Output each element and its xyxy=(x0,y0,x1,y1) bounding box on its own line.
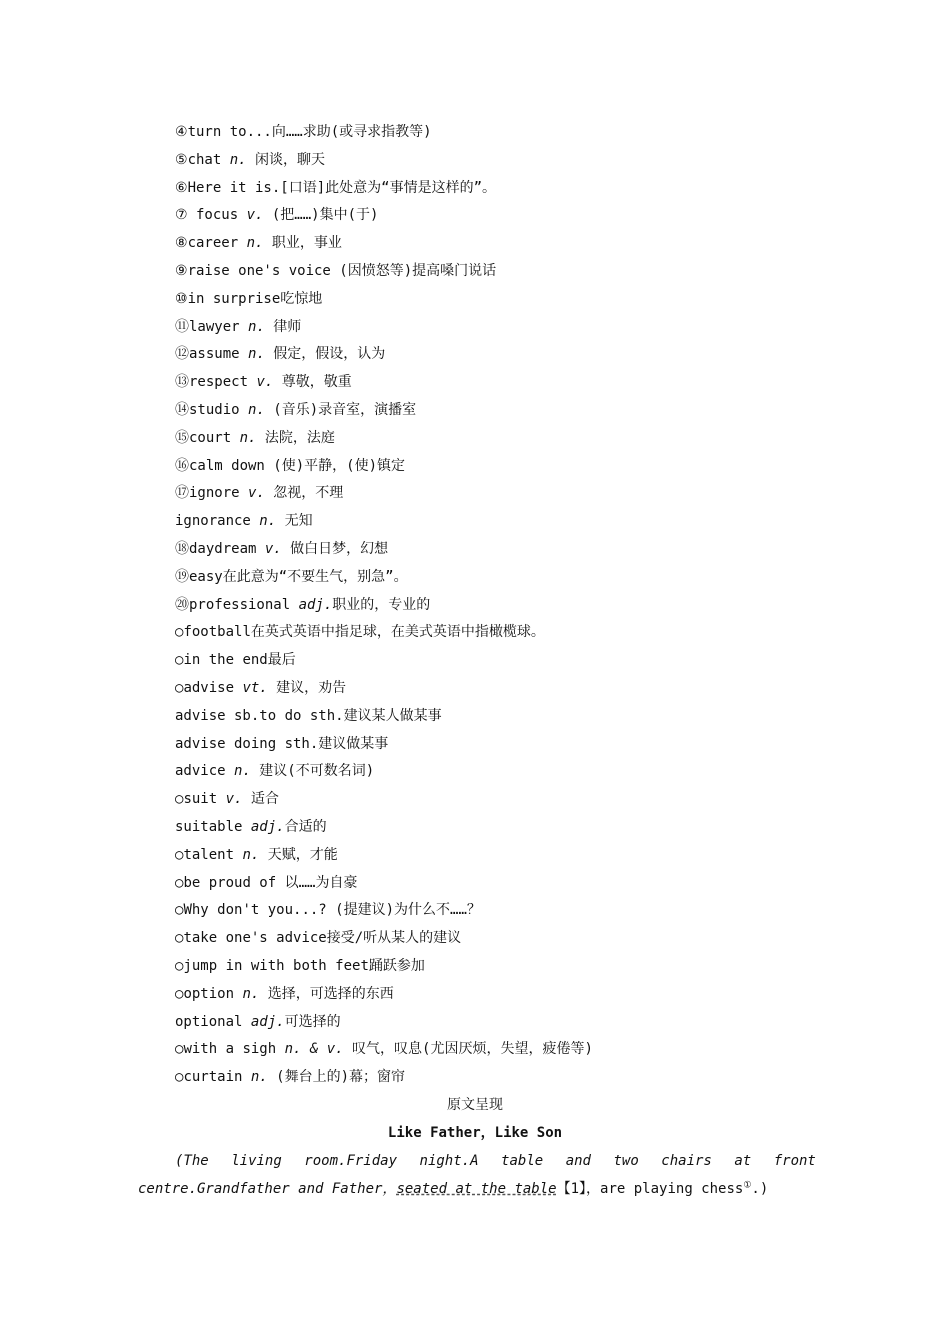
vocab-entry xyxy=(175,230,825,258)
vocab-term: be proud of xyxy=(183,874,285,891)
vocab-marker: ○ xyxy=(175,957,184,974)
part-of-speech: n. xyxy=(259,513,277,530)
vocab-marker: ○ xyxy=(175,624,184,641)
part-of-speech: v. xyxy=(225,791,243,808)
vocab-marker: ⑩ xyxy=(175,290,188,307)
vocab-term: raise one's voice xyxy=(187,262,340,279)
vocab-entry xyxy=(175,842,825,870)
vocab-marker: ④ xyxy=(175,124,188,140)
vocab-marker: ⑧ xyxy=(175,235,188,252)
vocab-meaning: 向……求助(或寻求指教等) xyxy=(271,124,432,140)
vocab-meaning: 假定，假设，认为 xyxy=(264,346,386,363)
vocab-term: suitable xyxy=(175,818,251,835)
vocab-marker: ⑭ xyxy=(175,401,189,418)
part-of-speech: n. & v. xyxy=(284,1041,344,1058)
vocab-meaning: [口语]此处意为“事情是这样的”。 xyxy=(280,179,496,196)
vocab-meaning: (把……)集中(于) xyxy=(263,207,379,224)
vocab-term: jump in with both feet xyxy=(183,957,369,974)
vocab-term: studio xyxy=(189,401,249,418)
vocab-term: advice xyxy=(175,763,235,780)
vocab-marker: ⑯ xyxy=(175,457,189,474)
vocab-marker: ⑰ xyxy=(175,485,189,502)
vocab-marker: ○ xyxy=(175,985,184,1002)
vocab-meaning: 做白日梦，幻想 xyxy=(281,540,389,557)
vocab-marker: ⑮ xyxy=(175,429,189,446)
vocab-meaning: 职业的，专业的 xyxy=(332,596,431,613)
part-of-speech: adj. xyxy=(250,1013,285,1030)
vocab-term: advise doing sth. xyxy=(175,735,319,752)
vocab-meaning: 最后 xyxy=(267,652,296,669)
part-of-speech: n. xyxy=(242,846,260,863)
part-of-speech: n. xyxy=(246,235,264,252)
underlined-phrase: seated at the table xyxy=(396,1181,557,1197)
vocab-marker: ⑬ xyxy=(175,374,189,391)
vocab-entry xyxy=(175,564,825,592)
vocab-term: advise xyxy=(183,679,243,696)
part-of-speech: vt. xyxy=(242,679,268,696)
part-of-speech: v. xyxy=(256,374,274,391)
vocab-entry xyxy=(175,453,825,481)
vocab-meaning: 吃惊地 xyxy=(280,290,323,307)
vocab-meaning: 可选择的 xyxy=(284,1013,341,1030)
vocab-term: take one's advice xyxy=(183,930,327,947)
vocab-entry xyxy=(175,369,825,397)
vocab-marker: ○ xyxy=(175,791,184,808)
vocab-meaning: 法院，法庭 xyxy=(256,429,335,446)
vocab-term: talent xyxy=(183,846,243,863)
vocab-meaning: 接受/听从某人的建议 xyxy=(326,930,462,947)
stage-direction-text-normal: ，are playing chess xyxy=(586,1181,744,1197)
vocab-entry xyxy=(175,314,825,342)
text-title: Like Father，Like Son xyxy=(387,1125,563,1141)
vocab-marker: ⑫ xyxy=(175,346,189,363)
vocab-term: suit xyxy=(183,791,226,808)
vocab-term: professional xyxy=(189,596,299,613)
vocab-entry xyxy=(175,286,825,314)
stage-direction-word: (The xyxy=(175,1153,209,1169)
vocab-marker: ○ xyxy=(175,1069,184,1086)
vocab-entry xyxy=(175,953,825,981)
stage-direction-word: living xyxy=(231,1153,282,1169)
vocab-meaning: 适合 xyxy=(242,791,279,808)
vocab-term: Why don't you...? xyxy=(183,902,336,919)
vocab-entry xyxy=(175,592,825,620)
vocab-entry xyxy=(175,731,825,759)
vocab-term: advise sb.to do sth. xyxy=(175,707,344,724)
vocab-entry xyxy=(175,202,825,230)
stage-direction-word: and xyxy=(565,1153,591,1169)
vocab-meaning: 闲谈，聊天 xyxy=(246,151,326,168)
vocab-entry xyxy=(175,1036,825,1064)
vocab-marker: ⑪ xyxy=(175,318,189,335)
stage-direction-word: chairs xyxy=(661,1153,712,1169)
part-of-speech: n. xyxy=(248,318,265,335)
vocab-marker: ○ xyxy=(175,846,184,863)
stage-direction-word: table xyxy=(501,1153,544,1169)
vocab-meaning: 忽视，不理 xyxy=(264,485,344,502)
vocab-marker: ○ xyxy=(175,902,184,919)
vocab-term: assume xyxy=(189,346,249,363)
part-of-speech: n. xyxy=(234,763,251,780)
vocab-meaning: 选择，可选择的东西 xyxy=(259,985,394,1002)
vocab-marker: ⑳ xyxy=(175,596,189,613)
vocab-entry xyxy=(175,508,825,536)
stage-direction-line-1 xyxy=(138,1147,816,1175)
vocab-term: chat xyxy=(187,151,230,168)
vocab-meaning: 职业，事业 xyxy=(263,235,342,252)
vocab-entry xyxy=(175,981,825,1009)
vocab-meaning: (舞台上的)幕；窗帘 xyxy=(267,1069,406,1086)
vocabulary-list xyxy=(175,119,825,1092)
section-heading: 原文呈现 xyxy=(447,1097,503,1113)
stage-direction-word: two xyxy=(613,1153,639,1169)
vocab-meaning: 在英式英语中指足球，在美式英语中指橄榄球。 xyxy=(250,624,545,641)
stage-direction-word: front xyxy=(773,1153,816,1169)
vocab-marker: ○ xyxy=(175,679,184,696)
vocab-entry xyxy=(175,675,825,703)
vocab-term: football xyxy=(183,624,251,641)
vocab-meaning: (音乐)录音室，演播室 xyxy=(264,401,417,418)
vocab-entry xyxy=(175,119,825,147)
vocab-entry xyxy=(175,147,825,175)
vocab-entry xyxy=(175,925,825,953)
vocab-term: daydream xyxy=(189,540,265,557)
vocab-entry xyxy=(175,703,825,731)
part-of-speech: n. xyxy=(229,151,247,168)
vocab-term: in surprise xyxy=(187,290,281,307)
vocab-term: easy xyxy=(189,568,223,585)
vocab-term: curtain xyxy=(183,1069,251,1086)
vocab-term: calm down xyxy=(189,457,274,474)
vocab-term: career xyxy=(187,235,247,252)
vocab-term: court xyxy=(189,429,240,446)
vocab-marker: ○ xyxy=(175,652,184,669)
vocab-meaning: 建议(不可数名词) xyxy=(250,763,375,780)
vocab-term: focus xyxy=(187,207,247,224)
part-of-speech: v. xyxy=(248,485,265,502)
part-of-speech: n. xyxy=(248,401,265,418)
stage-direction-word: room.Friday xyxy=(304,1153,398,1169)
vocab-entry xyxy=(175,647,825,675)
vocab-meaning: 天赋，才能 xyxy=(259,846,338,863)
vocab-term: option xyxy=(183,985,243,1002)
vocab-entry xyxy=(175,870,825,898)
stage-direction-end: .) xyxy=(751,1181,769,1197)
vocab-term: optional xyxy=(175,1013,251,1030)
vocab-meaning: 踊跃参加 xyxy=(368,957,425,974)
part-of-speech: v. xyxy=(246,207,264,224)
vocab-entry xyxy=(175,175,825,203)
vocab-marker: ⑲ xyxy=(175,568,189,585)
vocab-entry xyxy=(175,897,825,925)
part-of-speech: n. xyxy=(248,346,265,363)
part-of-speech: v. xyxy=(264,540,282,557)
vocab-term: ignorance xyxy=(175,513,260,530)
vocab-entry xyxy=(175,814,825,842)
vocab-marker: ⑱ xyxy=(175,540,189,557)
vocab-marker: ⑨ xyxy=(175,262,188,279)
vocab-meaning: (使)平静，(使)镇定 xyxy=(273,457,406,474)
vocab-meaning: 合适的 xyxy=(284,818,327,835)
stage-direction-word: night.A xyxy=(419,1153,479,1169)
part-of-speech: n. xyxy=(239,429,257,446)
vocab-meaning: 无知 xyxy=(276,513,313,530)
vocab-meaning: (因愤怒等)提高嗓门说话 xyxy=(339,262,497,279)
vocab-term: lawyer xyxy=(189,318,249,335)
vocab-meaning: 建议某人做某事 xyxy=(343,707,442,724)
stage-direction-word: at xyxy=(734,1153,752,1169)
reference-marker: 【1】 xyxy=(556,1181,587,1197)
vocab-meaning: (提建议)为什么不……？ xyxy=(335,902,481,919)
vocab-marker: ○ xyxy=(175,1041,184,1058)
vocab-meaning: 在此意为“不要生气，别急”。 xyxy=(222,568,408,585)
vocab-entry xyxy=(175,425,825,453)
vocab-marker: ⑦ xyxy=(175,207,188,224)
vocab-meaning: 律师 xyxy=(264,318,302,335)
part-of-speech: n. xyxy=(242,985,260,1002)
vocab-term: respect xyxy=(189,374,257,391)
vocab-entry xyxy=(175,758,825,786)
vocab-term: in the end xyxy=(183,652,268,669)
vocab-entry xyxy=(175,536,825,564)
stage-direction-text: centre.Grandfather and Father， xyxy=(138,1181,397,1197)
vocab-marker: ⑤ xyxy=(175,151,188,168)
part-of-speech: n. xyxy=(250,1069,268,1086)
vocab-entry xyxy=(175,258,825,286)
vocab-entry xyxy=(175,341,825,369)
vocab-term: Here it is. xyxy=(187,179,281,196)
vocab-meaning: 以……为自豪 xyxy=(284,874,358,891)
vocab-meaning: 尊敬，敬重 xyxy=(273,374,352,391)
vocab-entry xyxy=(175,397,825,425)
part-of-speech: adj. xyxy=(298,596,333,613)
vocab-marker: ○ xyxy=(175,930,184,947)
stage-direction-line-2 xyxy=(138,1175,816,1203)
vocab-entry xyxy=(175,619,825,647)
vocab-marker: ○ xyxy=(175,874,184,891)
vocab-entry xyxy=(175,1009,825,1037)
vocab-marker: ⑥ xyxy=(175,179,188,196)
vocab-entry xyxy=(175,480,825,508)
vocab-meaning: 叹气，叹息(尤因厌烦，失望，疲倦等) xyxy=(343,1041,593,1058)
vocab-term: ignore xyxy=(189,485,249,502)
footnote-marker: ① xyxy=(743,1180,752,1191)
part-of-speech: adj. xyxy=(250,818,285,835)
vocab-term: turn to... xyxy=(187,124,272,140)
vocab-entry xyxy=(175,786,825,814)
vocab-entry xyxy=(175,1064,825,1092)
vocab-meaning: 建议，劝告 xyxy=(267,679,347,696)
vocab-term: with a sigh xyxy=(183,1041,285,1058)
vocab-meaning: 建议做某事 xyxy=(318,735,389,752)
